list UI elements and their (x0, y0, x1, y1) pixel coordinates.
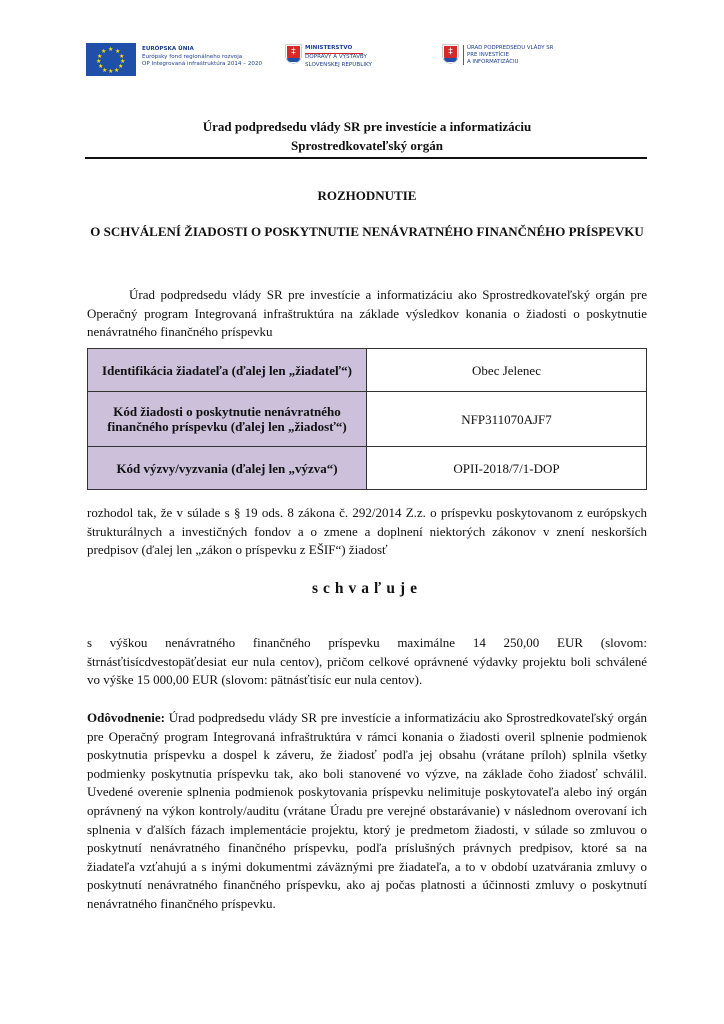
application-code-value: NFP311070AJF7 (367, 392, 647, 447)
ministry-logo (286, 45, 426, 77)
eu-flag-icon: ★ ★ ★ ★ ★ ★ ★ ★ ★ ★ ★ ★ (86, 43, 136, 76)
applicant-value: Obec Jelenec (367, 349, 647, 392)
justification-paragraph (87, 709, 647, 914)
eu-logo-text (142, 46, 262, 69)
ministry-logo-line3: SLOVENSKEJ REPUBLIKY (305, 61, 372, 68)
header-divider (85, 157, 647, 159)
application-code-label: Kód žiadosti o poskytnutie nenávratného finančného príspevku (ďalej len „žiadosť“) (88, 392, 367, 447)
table-row (88, 349, 647, 392)
call-code-label: Kód výzvy/vyzvania (ďalej len „výzva“) (88, 447, 367, 490)
document-subtitle: O SCHVÁLENÍ ŽIADOSTI O POSKYTNUTIE NENÁVRATNÉHO FINANČNÉHO PRÍSPEVKU (90, 224, 644, 239)
eu-logo-line3: OP Integrovaná infraštruktúra 2014 – 2020 (142, 61, 263, 68)
intro-paragraph: Úrad podpredsedu vlády SR pre investície a informatizáciu ako Sprostredkovateľský orgán pre Operačný program Integrovaná infraštruktúra na základe výsledkov konania o žiadosti o poskytnutie nenávratného finančného príspevku (87, 287, 647, 340)
table-row (88, 447, 647, 490)
office-logo-line3: A INFORMATIZÁCIU (467, 58, 519, 65)
office-logo (440, 45, 590, 77)
document-title: ROZHODNUTIE (317, 188, 417, 203)
decision-paragraph: rozhodol tak, že v súlade s § 19 ods. 8 zákona č. 292/2014 Z.z. o príspevku poskytovanom z európskych štrukturálnych a investičných fondov a o zmene a doplnení niektorých zákonov v znení neskorších predpisov (ďalej len „zákon o príspevku z EŠIF“) žiadosť (87, 505, 647, 558)
office-logo-text (463, 45, 553, 65)
ministry-logo-line1: MINISTERSTVO (305, 45, 353, 51)
eu-logo-line1: EURÓPSKA ÚNIA (142, 46, 194, 52)
ministry-logo-text (305, 45, 372, 69)
ministry-logo-line2: DOPRAVY A VÝSTAVBY (305, 54, 367, 61)
amount-paragraph: s výškou nenávratného finančného príspevku maximálne 14 250,00 EUR (slovom: štrnásťtisícdvestopäťdesiat eur nula centov), pričom celkové oprávnené výdavky projektu boli schválené vo výške 15 000,00 EUR (slovom: pätnásťtisíc eur nula centov). (87, 635, 647, 688)
organization-heading (87, 117, 647, 155)
application-details-table (87, 348, 647, 490)
slovak-coat-of-arms-icon: ‡ (286, 45, 301, 63)
organization-role: Sprostredkovateľský orgán (291, 138, 443, 153)
slovak-coat-of-arms-icon: ‡ (443, 45, 458, 63)
justification-label: Odôvodnenie: (87, 710, 166, 725)
call-code-value: OPII-2018/7/1-DOP (367, 447, 647, 490)
justification-text: Úrad podpredsedu vlády SR pre investície a informatizáciu ako Sprostredkovateľský orgán pre Operačný program Integrovaná infraštruktúra v rámci konania o žiadosti overil splnenie podmienok poskytnutia príspevku a dospel k záveru, že žiadosť podľa jej obsahu (vrátane príloh) splnila všetky podmienky poskytnutia príspevku tak, ako boli stanovené vo výzve, na základe čoho žiadosť schválil. Uvedené overenie splnenia podmienok poskytovania príspevku nelimituje poskytovateľa alebo iný orgán oprávnený na výkon kontroly/auditu (vrátane Úradu pre verejné obstarávanie) v následnom overovaní ich splnenia v ďalších fázach implementácie projektu, ktorý je predmetom žiadosti, v súlade so zmluvou o poskytnutí nenávratného finančného príspevku, podľa príslušných právnych predpisov, ktoré sa na žiadateľa vzťahujú a s inými dokumentmi záväznými pre žiadateľa, a to v období uzatvárania zmluvy o poskytnutí nenávratného finančného príspevku, ako aj počas platnosti a účinnosti zmluvy o poskytnutí nenávratného finančného príspevku. (87, 710, 647, 911)
office-logo-line2: PRE INVESTÍCIE (467, 51, 509, 58)
eu-logo-line2: Európsky fond regionálneho rozvoja (142, 53, 243, 60)
eu-logo (86, 43, 286, 77)
approval-verb: schvaľuje (312, 580, 422, 597)
table-row (88, 392, 647, 447)
organization-name: Úrad podpredsedu vlády SR pre investície a informatizáciu (202, 119, 532, 134)
applicant-label: Identifikácia žiadateľa (ďalej len „žiadateľ“) (88, 349, 367, 392)
office-logo-line1: ÚRAD PODPREDSEDU VLÁDY SR (467, 45, 554, 51)
